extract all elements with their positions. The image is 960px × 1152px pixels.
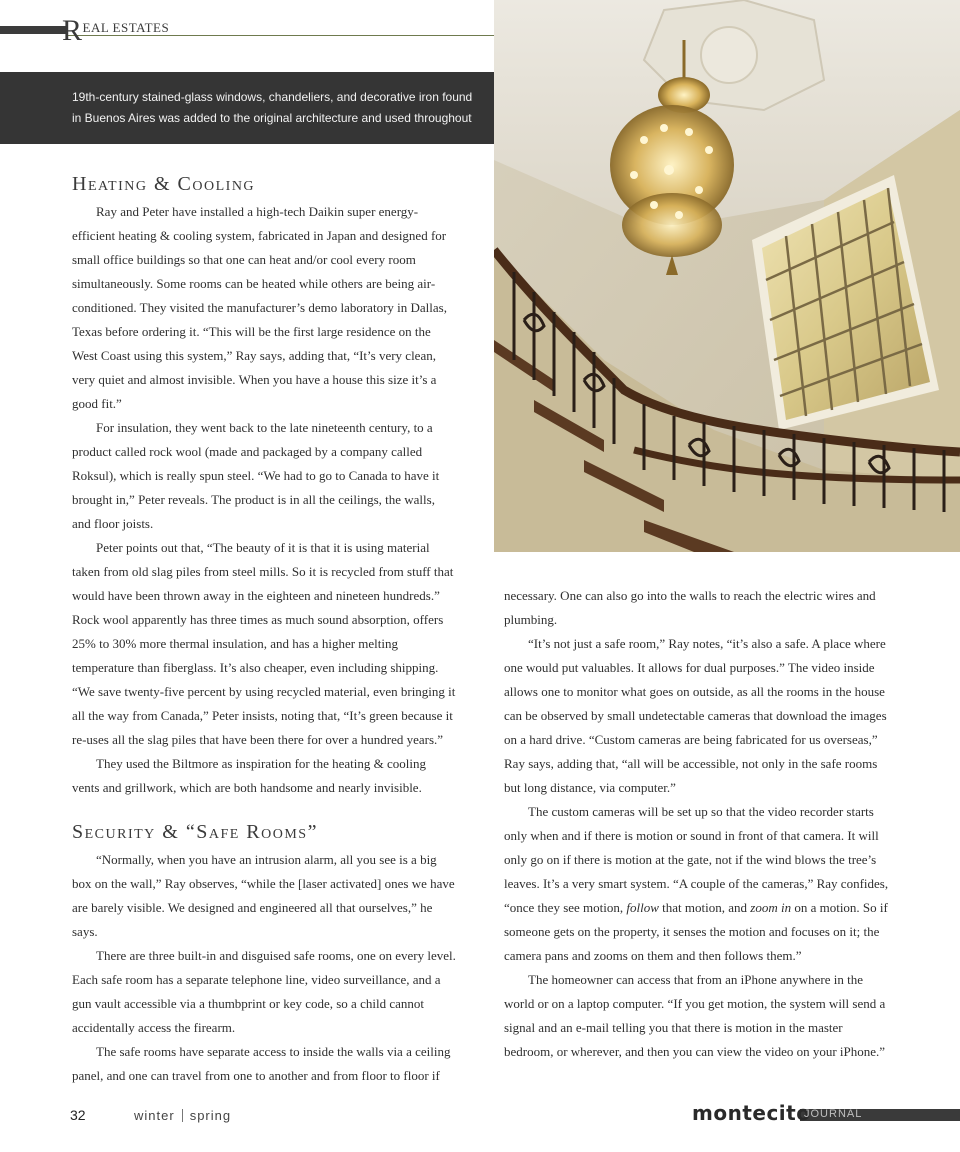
paragraph: Peter points out that, “The beauty of it is that it is using material taken from old slag piles from steel mills. So it is recycled from stuff that would have been thrown away in the eighteen and nineteen hundreds.” Rock wool apparently has three times as much sound absorption, offers 25% to 30% more thermal insulation, and has a higher melting temperature than fiberglass. It’s also cheaper, even including shipping. “We save twenty-five percent by using recycled material, even bringing it all the way from Canada,” Peter insists, noting that, “It’s green because it re-uses all the slag piles that have been there for over a hundred years.” xyxy=(72,540,456,747)
issue-season-1: winter xyxy=(134,1108,175,1123)
section-label xyxy=(62,16,169,46)
emphasis-zoom-in: zoom in xyxy=(750,900,792,915)
article-column-left xyxy=(72,170,456,1088)
article-column-right xyxy=(504,584,892,1064)
caption-line-2: in Buenos Aires was added to the original architecture and used throughout xyxy=(72,111,472,125)
paragraph: The safe rooms have separate access to inside the walls via a ceiling panel, and one can travel from one to another and from floor to floor if xyxy=(72,1044,451,1083)
paragraph-text: The custom cameras will be set up so that the video recorder starts only when and if there is motion or sound in front of that camera. It will only go on if there is motion at the gate, not if the wind blows the tree’s leaves. It’s a very smart system. “A couple of the cameras,” Ray confides, “once they see motion, xyxy=(504,804,889,915)
paragraph: “Normally, when you have an intrusion alarm, all you see is a big box on the wall,” Ray observes, “while the [laser activated] ones we have are barely visible. We designed and engineered all that ourselves,” he says. xyxy=(72,852,455,939)
paragraph-continued: necessary. One can also go into the walls to reach the electric wires and plumbing. xyxy=(504,588,876,627)
caption-line-1: 19th-century stained-glass windows, chandeliers, and decorative iron found xyxy=(72,90,473,104)
paragraph: They used the Biltmore as inspiration for the heating & cooling vents and grillwork, which are both handsome and nearly invisible. xyxy=(72,756,426,795)
brand-journal: JOURNAL xyxy=(804,1108,863,1120)
page-number: 32 xyxy=(70,1107,86,1123)
heading-heating-cooling: Heating & Cooling xyxy=(72,173,256,195)
paragraph: For insulation, they went back to the late nineteenth century, to a product called rock wool (made and packaged by a company called Roksul), which is really spun steel. “We had to go to Canada to have it brought in,” Peter reveals. The product is in all the ceilings, the walls, and floor joists. xyxy=(72,420,440,531)
paragraph-text: that motion, and xyxy=(658,900,751,915)
photo-illustration xyxy=(494,0,960,552)
paragraph: The homeowner can access that from an iPhone anywhere in the world or on a laptop computer. “If you get motion, the system will send a signal and an e-mail telling you that there is motion in the master bedroom, or wherever, and then you can view the video on your iPhone.” xyxy=(504,972,886,1059)
paragraph-text: on a motion. So if someone gets on the property, it senses the motion and focuses on it; the camera pans and zooms on them and then follows them.” xyxy=(504,900,888,963)
issue-season-2: spring xyxy=(189,1108,232,1123)
brand-logo: montecito xyxy=(692,1101,811,1125)
heading-security-safe-rooms: Security & “Safe Rooms” xyxy=(72,821,318,843)
issue-label xyxy=(134,1108,231,1123)
section-label-text: EAL ESTATES xyxy=(82,20,170,35)
paragraph: “It’s not just a safe room,” Ray notes, “it’s also a safe. A place where one would put valuables. It allows for dual purposes.” The video inside allows one to monitor what goes on outside, as all the rooms in the house can be observed by small undetectable cameras that download the images on a hard drive. “Custom cameras are being fabricated for us overseas,” Ray says, adding that, “all will be accessible, not only in the safe rooms but long distance, via computer.” xyxy=(504,636,887,795)
emphasis-follow: follow xyxy=(626,900,659,915)
issue-separator xyxy=(182,1109,183,1122)
paragraph: Ray and Peter have installed a high-tech Daikin super energy-efficient heating & cooling system, fabricated in Japan and designed for small office buildings so that one can heat and/or cool every room simultaneously. Some rooms can be heated while others are being air-conditioned. They visited the manufacturer’s demo laboratory in Dallas, Texas before ordering it. “This will be the first large residence on the West Coast using this system,” Ray says, adding that, “It’s very clean, very quiet and almost invisible. When you have a house this size it’s a good fit.” xyxy=(72,204,447,411)
header-accent-bar xyxy=(0,26,66,34)
paragraph xyxy=(504,800,892,968)
photo-caption xyxy=(0,72,494,144)
paragraph: There are three built-in and disguised safe rooms, one on every level. Each safe room has a separate telephone line, video surveillance, and a gun vault accessible via a thumbprint or key code, so a child cannot accidentally access the firearm. xyxy=(72,948,456,1035)
section-label-initial: R xyxy=(62,14,83,47)
chandelier-staircase-photo xyxy=(494,0,960,552)
